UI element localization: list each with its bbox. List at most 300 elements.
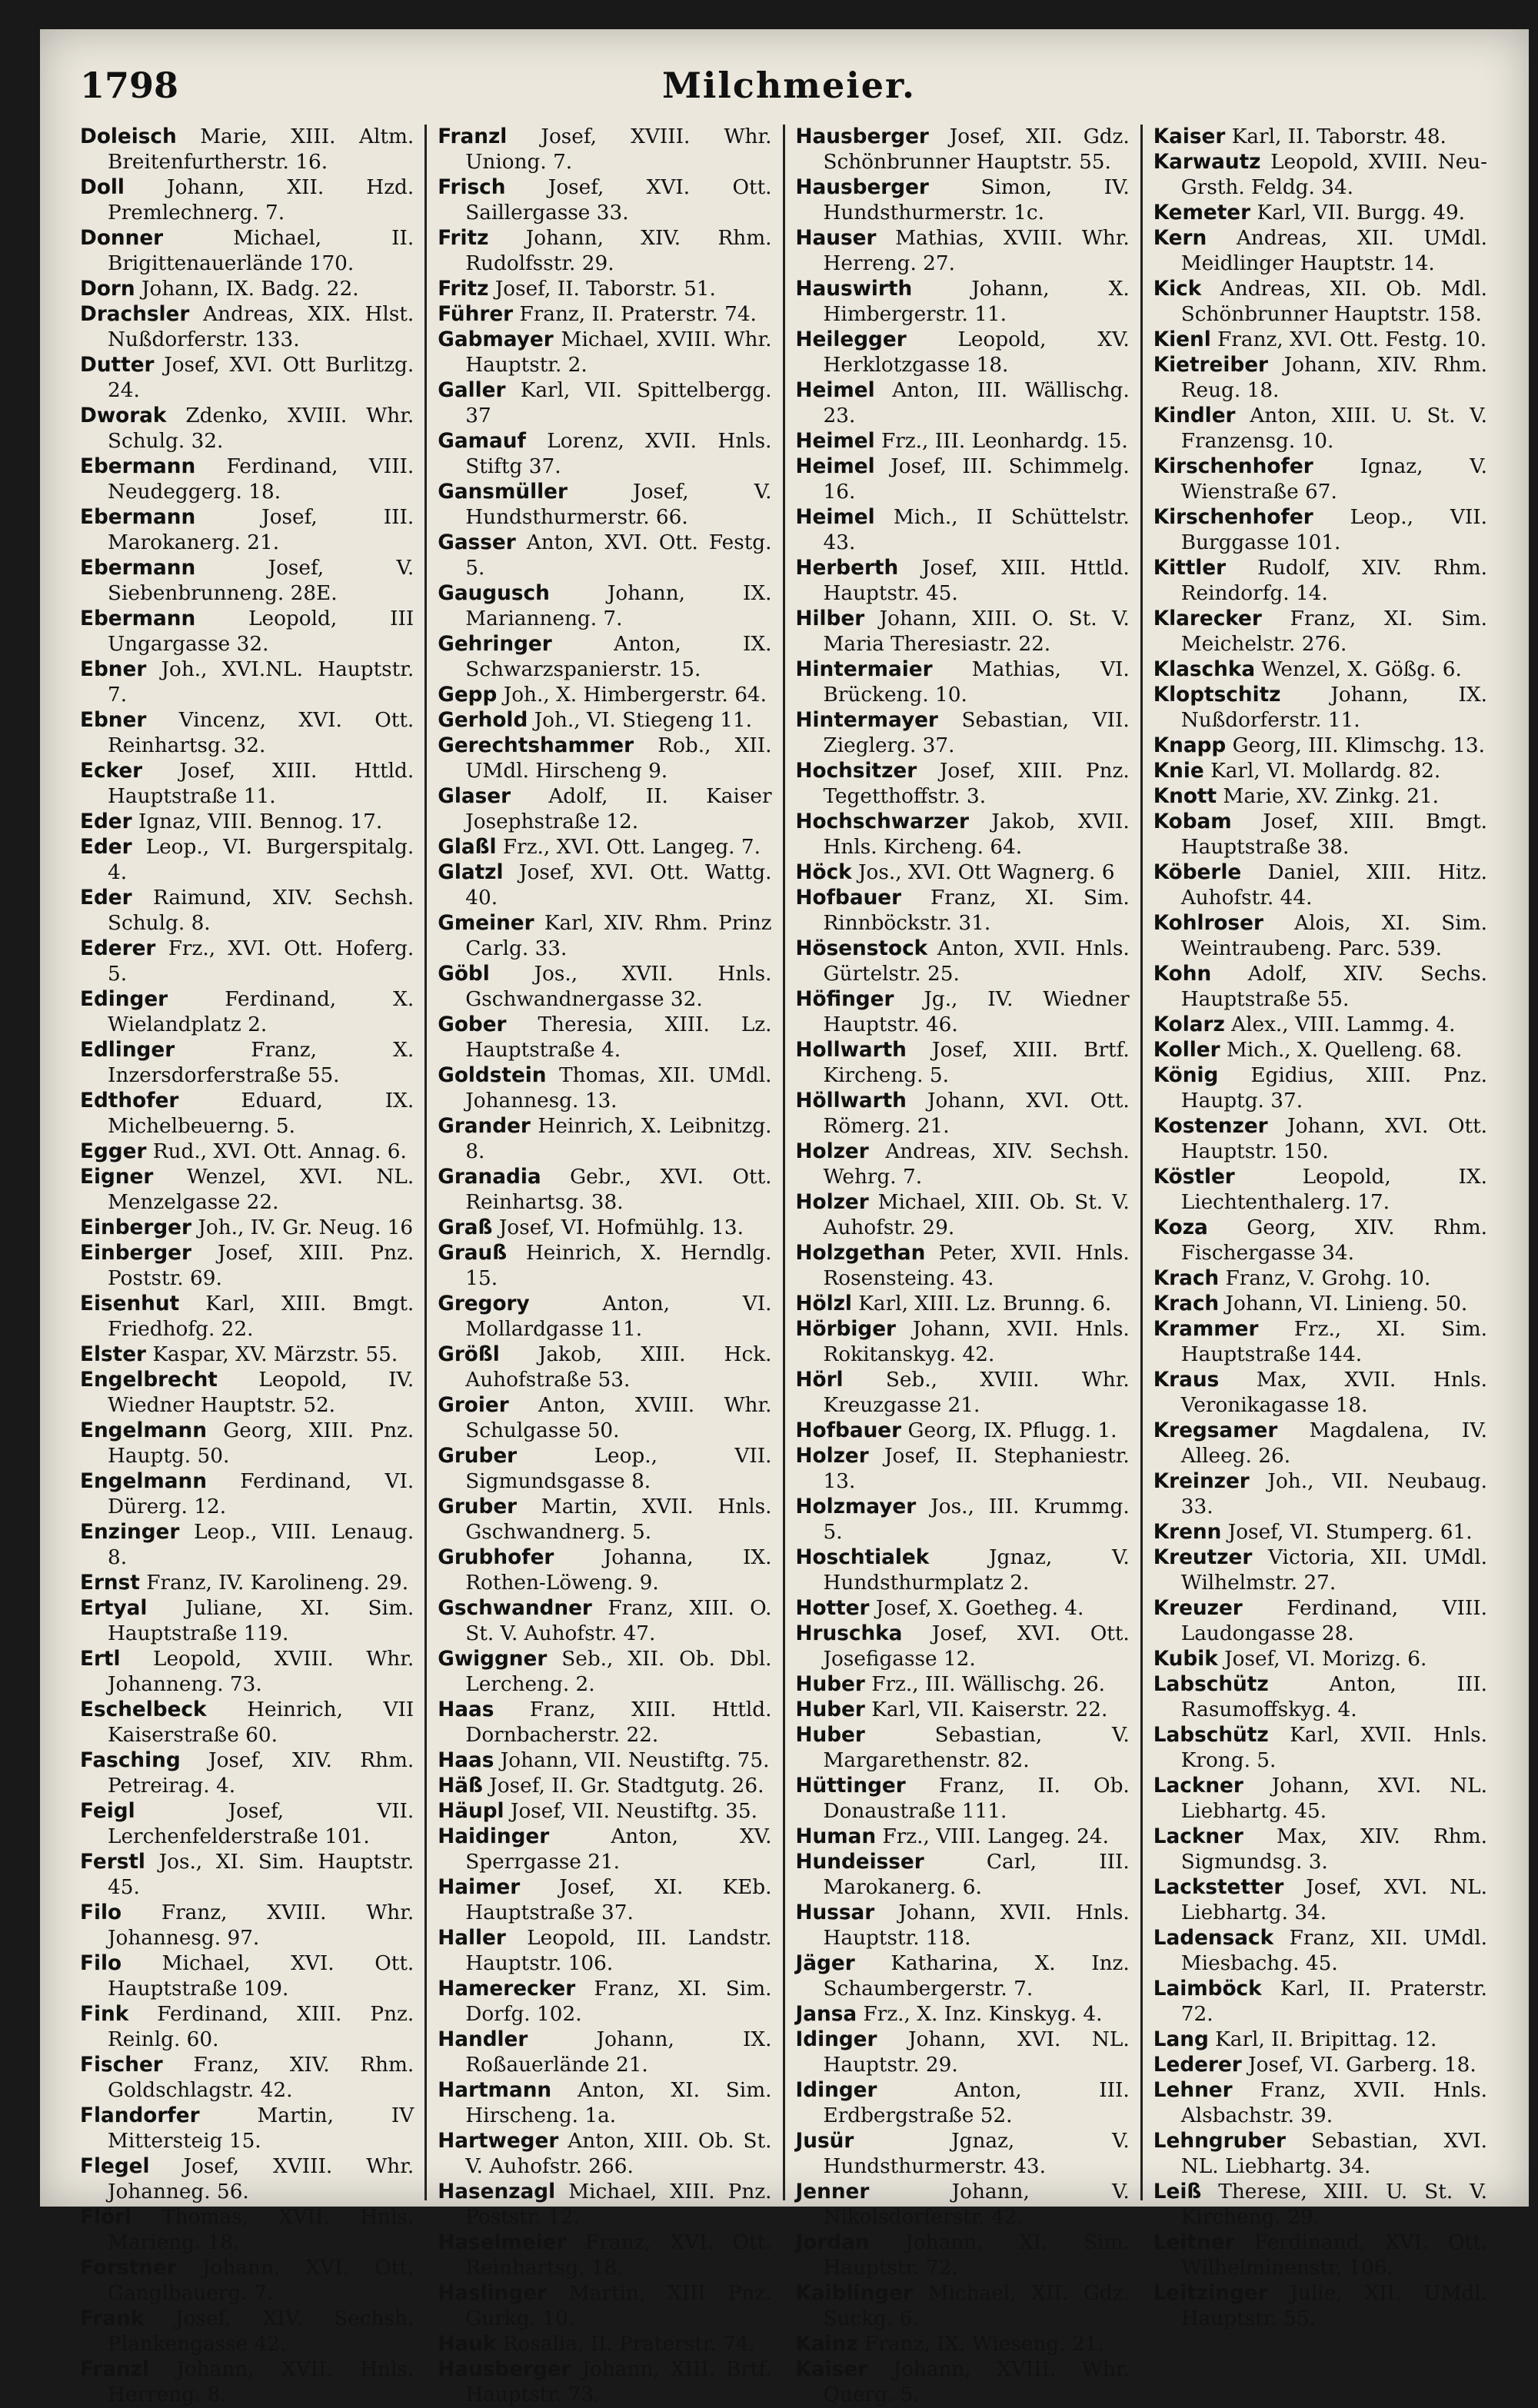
- directory-entry: [1154, 1596, 1487, 1647]
- entry-details: Joh., XVI.NL. Hauptstr. 7.: [108, 658, 414, 707]
- entry-details: Ferdinand, XVI. Ott. Wilhelminenstr. 106.: [1180, 2231, 1487, 2280]
- entry-details: Franz, XVI. Ott. Reinhartsg. 18.: [465, 2231, 772, 2280]
- directory-entry: [80, 1698, 414, 1748]
- entry-details: Anton, III. Wällischg. 23.: [823, 379, 1130, 427]
- entry-details: Sebastian, VII. Zieglerg. 37.: [823, 709, 1130, 757]
- entry-details: Rob., XII. UMdl. Hirscheng 9.: [465, 734, 772, 783]
- entry-surname: Holzer: [795, 1140, 869, 1163]
- directory-entry: [1154, 607, 1487, 657]
- entry-details: Josef, XVI. Ott. Saillergasse 33.: [465, 176, 772, 225]
- entry-details: Marie, XIII. Altm. Breitenfurtherstr. 16.: [108, 125, 414, 174]
- entry-surname: Hruschka: [795, 1622, 903, 1645]
- entry-surname: Krammer: [1153, 1318, 1259, 1341]
- entry-surname: Dutter: [80, 354, 155, 377]
- entry-details: Jos., XVI. Ott Wagnerg. 6: [858, 861, 1115, 884]
- entry-details: Josef, XVIII. Whr. Uniong. 7.: [465, 125, 772, 174]
- directory-entry: [80, 2307, 414, 2357]
- directory-entry: [796, 936, 1130, 987]
- directory-entry: [80, 1419, 414, 1469]
- directory-entry: [1154, 201, 1487, 226]
- directory-entry: [80, 226, 414, 277]
- entry-details: Franz, IV. Karolineng. 29.: [146, 1572, 409, 1595]
- directory-entry: [796, 2027, 1130, 2078]
- entry-details: Josef, XII. Gdz. Schönbrunner Hauptstr. 55.: [823, 125, 1130, 174]
- entry-surname: Einberger: [80, 1216, 191, 1239]
- directory-entry: [438, 1165, 771, 1216]
- entry-surname: Flegel: [80, 2155, 150, 2178]
- entry-details: Johann, XIII. O. St. V. Maria Theresiastr. 22.: [823, 607, 1130, 656]
- directory-entry: [80, 454, 414, 505]
- directory-entry: [438, 1926, 771, 1977]
- entry-surname: Franzl: [438, 125, 508, 148]
- directory-entry: [438, 683, 771, 708]
- entry-surname: Eigner: [80, 1166, 154, 1189]
- entry-surname: Heimel: [795, 430, 875, 453]
- entry-surname: Holzer: [795, 1191, 869, 1214]
- entry-surname: Eder: [80, 886, 132, 910]
- entry-surname: Kobam: [1153, 810, 1232, 833]
- entry-surname: Hochschwarzer: [795, 810, 969, 833]
- entry-surname: Kohlroser: [1153, 912, 1263, 935]
- directory-entry: [1154, 1545, 1487, 1596]
- entry-surname: Kainz: [795, 2333, 858, 2356]
- entry-details: Leop., VII. Burggasse 101.: [1180, 506, 1487, 554]
- entry-surname: Gansmüller: [438, 481, 568, 504]
- entry-surname: Heimel: [795, 379, 875, 402]
- entry-surname: Gruber: [438, 1445, 518, 1468]
- entry-details: Jgnaz, V. Hundsthurmerstr. 43.: [823, 2130, 1130, 2178]
- directory-entry: [1154, 1977, 1487, 2027]
- directory-entry: [80, 708, 414, 759]
- directory-entry: [438, 2078, 771, 2129]
- directory-entry: [438, 1292, 771, 1342]
- directory-entry: [438, 2180, 771, 2230]
- directory-entry: [1154, 860, 1487, 911]
- entry-surname: Hotter: [795, 1597, 870, 1620]
- entry-details: Karl, VII. Spittelbergg. 37: [465, 379, 772, 427]
- entry-surname: Holzmayer: [795, 1495, 917, 1518]
- directory-entry: [438, 1114, 771, 1165]
- directory-entry: [1154, 1013, 1487, 1038]
- entry-surname: Krach: [1153, 1267, 1220, 1290]
- directory-entry: [438, 429, 771, 480]
- entry-details: Josef, V. Hundsthurmerstr. 66.: [465, 481, 772, 529]
- entry-surname: Koza: [1153, 1216, 1208, 1239]
- entry-surname: Hauk: [438, 2333, 497, 2356]
- entry-surname: Größl: [438, 1343, 500, 1366]
- entry-surname: Labschütz: [1153, 1724, 1269, 1747]
- entry-surname: Hösenstock: [795, 937, 928, 960]
- directory-entry: [80, 1596, 414, 1647]
- entry-surname: Hollwarth: [795, 1039, 907, 1062]
- entry-surname: Kick: [1153, 278, 1202, 301]
- entry-details: Katharina, X. Inz. Schaumbergerstr. 7.: [823, 1952, 1130, 2001]
- entry-details: Johann, VI. Linieng. 50.: [1225, 1292, 1468, 1315]
- entry-surname: Herberth: [795, 557, 899, 580]
- entry-details: Wenzel, X. Gößg. 6.: [1261, 658, 1462, 681]
- entry-surname: Edthofer: [80, 1089, 179, 1113]
- entry-surname: Kregsamer: [1153, 1419, 1278, 1442]
- directory-entry: [438, 2027, 771, 2078]
- directory-entry: [438, 2129, 771, 2180]
- entry-details: Jos., III. Krummg. 5.: [823, 1495, 1130, 1544]
- entry-details: Josef, X. Goetheg. 4.: [875, 1597, 1084, 1620]
- directory-entry: [438, 708, 771, 733]
- entry-details: Johann, IX. Badg. 22.: [141, 278, 359, 301]
- entry-surname: Enzinger: [80, 1521, 180, 1544]
- entry-surname: Feigl: [80, 1800, 135, 1823]
- entry-details: Jgnaz, V. Hundsthurmplatz 2.: [823, 1546, 1130, 1595]
- entry-details: Adolf, XIV. Sechs. Hauptstraße 55.: [1180, 963, 1487, 1011]
- directory-entry: [1154, 2230, 1487, 2281]
- entry-surname: Engelmann: [80, 1470, 207, 1493]
- directory-entry: [438, 962, 771, 1013]
- directory-entry: [1154, 810, 1487, 860]
- entry-surname: Heimel: [795, 455, 875, 478]
- entry-details: Frz., III. Leonhardg. 15.: [881, 430, 1128, 453]
- entry-surname: Glaser: [438, 785, 511, 808]
- directory-entry: [438, 1824, 771, 1875]
- entry-details: Joh., VII. Neubaug. 33.: [1180, 1470, 1487, 1518]
- directory-entry: [80, 886, 414, 936]
- entry-surname: Hofbauer: [795, 886, 902, 910]
- directory-entry: [1154, 784, 1487, 810]
- directory-entry: [796, 1317, 1130, 1368]
- entry-details: Karl, XIV. Rhm. Prinz Carlg. 33.: [465, 912, 772, 960]
- directory-entry: [438, 1013, 771, 1063]
- entry-details: Ferdinand, XIII. Pnz. Reinlg. 60.: [108, 2003, 414, 2051]
- directory-entry: [438, 1342, 771, 1393]
- directory-entry: [80, 404, 414, 454]
- directory-entry: [796, 1672, 1130, 1698]
- entry-details: Johann, IX. Nußdorferstr. 11.: [1180, 683, 1487, 732]
- entry-surname: Handler: [438, 2028, 528, 2051]
- directory-entry: [796, 1444, 1130, 1495]
- entry-details: Juliane, XI. Sim. Hauptstraße 119.: [108, 1597, 414, 1645]
- entry-surname: Dworak: [80, 404, 167, 427]
- entry-surname: Grauß: [438, 1242, 508, 1265]
- directory-entry: [80, 1951, 414, 2002]
- entry-surname: Ebermann: [80, 506, 196, 529]
- entry-surname: Kreutzer: [1153, 1546, 1253, 1569]
- entry-details: Johann, IX. Marianneng. 7.: [465, 582, 772, 630]
- directory-entry: [438, 1977, 771, 2027]
- entry-surname: Gasser: [438, 531, 516, 554]
- entry-surname: Kaiser: [795, 2358, 868, 2381]
- entry-surname: Höfinger: [795, 988, 894, 1011]
- entry-details: Martin, IV Mittersteig 15.: [108, 2104, 414, 2153]
- directory-entry: [796, 1190, 1130, 1241]
- entry-details: Josef, XVI. Ott. Josefigasse 12.: [823, 1622, 1130, 1671]
- directory-entry: [438, 1698, 771, 1748]
- entry-details: Anton, XV. Sperrgasse 21.: [465, 1825, 772, 1874]
- entry-surname: Eisenhut: [80, 1292, 180, 1315]
- entry-details: Eduard, IX. Michelbeuerng. 5.: [108, 1089, 414, 1138]
- directory-entry: [796, 175, 1130, 226]
- entry-surname: Lehngruber: [1153, 2130, 1286, 2153]
- entry-details: Franz, IX. Wieseng. 21.: [864, 2333, 1104, 2356]
- entry-surname: Hofbauer: [795, 1419, 902, 1442]
- directory-entry: [438, 860, 771, 911]
- entry-surname: Kohn: [1153, 963, 1212, 986]
- entry-surname: Hochsitzer: [795, 760, 917, 783]
- entry-details: Josef, VI. Stumperg. 61.: [1227, 1521, 1473, 1544]
- entry-surname: Human: [795, 1825, 877, 1848]
- entry-surname: Gehringer: [438, 633, 552, 656]
- entry-surname: Jordan: [795, 2231, 870, 2254]
- directory-entry: [1154, 1114, 1487, 1165]
- entry-details: Josef, XI. KEb. Hauptstraße 37.: [465, 1876, 772, 1924]
- directory-entry: [796, 328, 1130, 378]
- directory-entry: [438, 1063, 771, 1114]
- entry-surname: Köstler: [1153, 1166, 1235, 1189]
- directory-entry: [796, 1951, 1130, 2002]
- entry-details: Franz, XIII. Httld. Dornbacherstr. 22.: [465, 1698, 772, 1747]
- entry-surname: Doll: [80, 176, 125, 199]
- directory-entry: [438, 581, 771, 632]
- entry-details: Mich., II Schüttelstr. 43.: [823, 506, 1130, 554]
- directory-entry: [1154, 1038, 1487, 1063]
- entry-details: Max, XVII. Hnls. Veronikagasse 18.: [1180, 1369, 1487, 1417]
- page-number: 1798: [80, 65, 179, 106]
- entry-surname: Franzl: [80, 2358, 150, 2381]
- directory-entry: [1154, 277, 1487, 328]
- entry-surname: Höllwarth: [795, 1089, 907, 1113]
- entry-details: Johann, XII. Hzd. Premlechnerg. 7.: [108, 176, 414, 225]
- entry-details: Michael, XII. Gdz. Suckg. 6.: [823, 2282, 1130, 2330]
- directory-entry: [438, 2281, 771, 2332]
- directory-entry: [438, 1241, 771, 1292]
- entry-surname: Glaßl: [438, 836, 497, 859]
- entry-surname: Leiß: [1153, 2180, 1202, 2203]
- entry-surname: Ebermann: [80, 455, 196, 478]
- entry-surname: Kirschenhofer: [1153, 455, 1313, 478]
- entry-details: Franz, XIV. Rhm. Goldschlagstr. 42.: [108, 2054, 414, 2102]
- entry-surname: Eder: [80, 810, 132, 833]
- directory-entry: [796, 454, 1130, 505]
- entry-details: Max, XIV. Rhm. Sigmundsg. 3.: [1180, 1825, 1488, 1874]
- entry-details: Leopold, III. Landstr. Hauptstr. 106.: [465, 1927, 772, 1975]
- entry-surname: Haller: [438, 1927, 506, 1950]
- directory-entry: [80, 1850, 414, 1901]
- entry-details: Karl, VII. Burgg. 49.: [1257, 201, 1466, 225]
- entry-surname: Flandorfer: [80, 2104, 200, 2127]
- entry-details: Martin, XVII. Hnls. Gschwandnerg. 5.: [465, 1495, 772, 1544]
- entry-surname: Ernst: [80, 1572, 140, 1595]
- directory-entry: [1154, 2281, 1487, 2332]
- entry-surname: Gschwandner: [438, 1597, 592, 1620]
- entry-surname: Hilber: [795, 607, 865, 630]
- directory-entry: [80, 505, 414, 556]
- entry-details: Alex., VIII. Lammg. 4.: [1231, 1013, 1456, 1036]
- directory-entry: [796, 1723, 1130, 1774]
- entry-surname: Jansa: [795, 2003, 857, 2026]
- entry-surname: Frank: [80, 2307, 145, 2330]
- entry-details: Karl, VII. Kaiserstr. 22.: [871, 1698, 1108, 1721]
- entry-surname: Donner: [80, 227, 164, 250]
- entry-surname: Hausberger: [438, 2358, 571, 2381]
- entry-details: Therese, XIII. U. St. V. Kircheng. 29.: [1180, 2180, 1487, 2229]
- entry-details: Georg, XIII. Pnz. Hauptg. 50.: [108, 1419, 414, 1468]
- directory-entry: [1154, 125, 1487, 150]
- directory-entry: [80, 302, 414, 353]
- directory-entry: [1154, 911, 1487, 962]
- entry-surname: Knapp: [1153, 734, 1227, 757]
- directory-entry: [438, 911, 771, 962]
- entry-surname: Jäger: [795, 1952, 855, 1975]
- directory-entry: [796, 1241, 1130, 1292]
- directory-entry: [796, 860, 1130, 886]
- entry-surname: Kern: [1153, 227, 1207, 250]
- directory-entry: [438, 1495, 771, 1545]
- directory-entry: [80, 936, 414, 987]
- entry-surname: Leitzinger: [1153, 2282, 1268, 2305]
- directory-entry: [1154, 505, 1487, 556]
- entry-surname: Göbl: [438, 963, 490, 986]
- directory-entry: [1154, 1824, 1487, 1875]
- entry-surname: Goldstein: [438, 1064, 547, 1087]
- entry-details: Anton, III. Rasumoffskyg. 4.: [1180, 1673, 1487, 1721]
- directory-entry: [80, 1748, 414, 1799]
- directory-entry: [438, 1748, 771, 1774]
- entry-details: Joh., IV. Gr. Neug. 16: [198, 1216, 414, 1239]
- directory-entry: [1154, 733, 1487, 759]
- directory-entry: [80, 1469, 414, 1520]
- directory-entry: [796, 1901, 1130, 1951]
- directory-entry: [1154, 556, 1487, 607]
- entry-details: Jos., XVII. Hnls. Gschwandnergasse 32.: [465, 963, 772, 1011]
- entry-surname: Grubhofer: [438, 1546, 554, 1569]
- entry-surname: Kittler: [1153, 557, 1227, 580]
- entry-surname: Hausberger: [795, 125, 929, 148]
- entry-surname: Eder: [80, 836, 132, 859]
- entry-surname: Forstner: [80, 2257, 177, 2280]
- entry-details: Joh., X. Himbergerstr. 64.: [503, 683, 767, 707]
- entry-surname: Holzgethan: [795, 1242, 926, 1265]
- entry-details: Alois, XI. Sim. Weintraubeng. Parc. 539.: [1180, 912, 1488, 960]
- entry-surname: Knie: [1153, 760, 1204, 783]
- entry-surname: Kostenzer: [1153, 1115, 1268, 1138]
- entry-details: Anton, XIII. Ob. St. V. Auhofstr. 266.: [465, 2130, 772, 2178]
- entry-details: Franz, II. Praterstr. 74.: [519, 303, 757, 326]
- entry-surname: Hamerecker: [438, 1977, 576, 2001]
- entry-surname: Hauswirth: [795, 278, 913, 301]
- entry-details: Ferdinand, VI. Dürerg. 12.: [108, 1470, 414, 1518]
- entry-surname: Gepp: [438, 683, 498, 707]
- directory-entry: [80, 835, 414, 886]
- entry-details: Michael, XVI. Ott. Hauptstraße 109.: [108, 1952, 414, 2001]
- entry-surname: Kreinzer: [1153, 1470, 1250, 1493]
- directory-entry: [796, 1368, 1130, 1419]
- entry-surname: Heimel: [795, 506, 875, 529]
- entry-surname: Heilegger: [795, 328, 907, 351]
- entry-details: Leopold, IV. Wiedner Hauptstr. 52.: [108, 1369, 414, 1417]
- entry-surname: Idinger: [795, 2079, 877, 2102]
- entry-surname: Gaugusch: [438, 582, 550, 605]
- entry-surname: Drachsler: [80, 303, 190, 326]
- entry-details: Raimund, XIV. Sechsh. Schulg. 8.: [108, 886, 414, 935]
- entry-surname: Ebermann: [80, 607, 196, 630]
- entry-details: Seb., XVIII. Whr. Kreuzgasse 21.: [823, 1369, 1130, 1417]
- entry-details: Johann, VII. Neustiftg. 75.: [500, 1749, 770, 1772]
- entry-surname: Haas: [438, 1749, 494, 1772]
- entry-details: Julie, XII. UMdl. Hauptstr. 55.: [1180, 2282, 1487, 2330]
- entry-details: Johann, XVI. NL. Hauptstr. 29.: [823, 2028, 1130, 2077]
- entry-surname: Eschelbeck: [80, 1698, 207, 1721]
- entry-details: Andreas, XII. Ob. Mdl. Schönbrunner Hauptstr. 158.: [1180, 278, 1488, 326]
- entry-details: Josef, XVI. NL. Liebhartg. 34.: [1180, 1876, 1487, 1924]
- directory-entry: [1154, 353, 1487, 404]
- entry-surname: Idinger: [795, 2028, 877, 2051]
- entry-surname: Jusür: [795, 2130, 854, 2153]
- entry-surname: Einberger: [80, 1242, 191, 1265]
- entry-details: Sebastian, XVI. NL. Liebhartg. 34.: [1180, 2130, 1487, 2178]
- entry-surname: Hintermaier: [795, 658, 933, 681]
- entry-details: Ferdinand, VIII. Laudongasse 28.: [1180, 1597, 1487, 1645]
- directory-entry: [438, 328, 771, 378]
- entry-details: Franz, XI. Sim. Meichelstr. 276.: [1180, 607, 1487, 656]
- entry-surname: Gerhold: [438, 709, 528, 732]
- entry-surname: Jenner: [795, 2180, 870, 2203]
- directory-entry: [438, 2332, 771, 2357]
- directory-entry: [796, 2281, 1130, 2332]
- entry-details: Jakob, XIII. Hck. Auhofstraße 53.: [465, 1343, 772, 1392]
- entry-details: Josef, XIII. Brtf. Kircheng. 5.: [823, 1039, 1130, 1087]
- entry-details: Franz, II. Ob. Donaustraße 111.: [823, 1774, 1130, 1823]
- entry-details: Leopold, XVIII. Neu-Grsth. Feldg. 34.: [1180, 151, 1487, 199]
- entry-details: Heinrich, VII Kaiserstraße 60.: [108, 1698, 414, 1747]
- directory-page: [40, 29, 1529, 2406]
- entry-details: Anton, VI. Mollardgasse 11.: [465, 1292, 772, 1341]
- entry-details: Franz, XVI. Ott. Festg. 10.: [1217, 328, 1487, 351]
- entry-details: Mich., X. Quelleng. 68.: [1226, 1039, 1463, 1062]
- entry-details: Josef, VI. Hofmühlg. 13.: [498, 1216, 744, 1239]
- directory-entry: [80, 1647, 414, 1698]
- entry-details: Josef, II. Taborstr. 51.: [494, 278, 716, 301]
- directory-entry: [1154, 1317, 1487, 1368]
- entry-details: Josef, XVIII. Whr. Johanneg. 56.: [108, 2155, 414, 2203]
- entry-details: Franz, XVII. Hnls. Alsbachstr. 39.: [1180, 2079, 1488, 2127]
- entry-details: Franz, V. Grohg. 10.: [1225, 1267, 1431, 1290]
- entry-details: Franz, XIII. O. St. V. Auhofstr. 47.: [465, 1597, 772, 1645]
- entry-details: Karl, XIII. Bmgt. Friedhofg. 22.: [108, 1292, 414, 1341]
- entry-details: Josef, V. Siebenbrunneng. 28E.: [108, 557, 414, 605]
- column-3: [783, 125, 1140, 2406]
- entry-surname: Gregory: [438, 1292, 530, 1315]
- directory-entry: [438, 302, 771, 328]
- directory-entry: [796, 1038, 1130, 1089]
- entry-surname: Klarecker: [1153, 607, 1262, 630]
- entry-details: Josef, VII. Neustiftg. 35.: [510, 1800, 758, 1823]
- entry-surname: Gmeiner: [438, 912, 534, 935]
- entry-details: Andreas, XIV. Sechsh. Wehrg. 7.: [823, 1140, 1130, 1189]
- entry-details: Josef, XIV. Sechsh. Plankengasse 42.: [108, 2307, 414, 2356]
- directory-entry: [80, 1342, 414, 1368]
- directory-entry: [1154, 2053, 1487, 2078]
- directory-entry: [438, 1393, 771, 1444]
- entry-details: Johann, XIII. Brtf. Hauptstr. 73.: [465, 2358, 772, 2406]
- directory-entry: [1154, 962, 1487, 1013]
- entry-surname: Hussar: [795, 1901, 875, 1924]
- directory-entry: [80, 2053, 414, 2104]
- directory-entry: [438, 1875, 771, 1926]
- page-header: [80, 60, 1498, 125]
- entry-surname: Ecker: [80, 760, 143, 783]
- entry-details: Simon, IV. Hundsthurmerstr. 1c.: [823, 176, 1130, 225]
- directory-entry: [796, 1774, 1130, 1824]
- entry-details: Johann, XVIII. Whr. Querg. 5.: [823, 2358, 1130, 2406]
- directory-entry: [1154, 1368, 1487, 1419]
